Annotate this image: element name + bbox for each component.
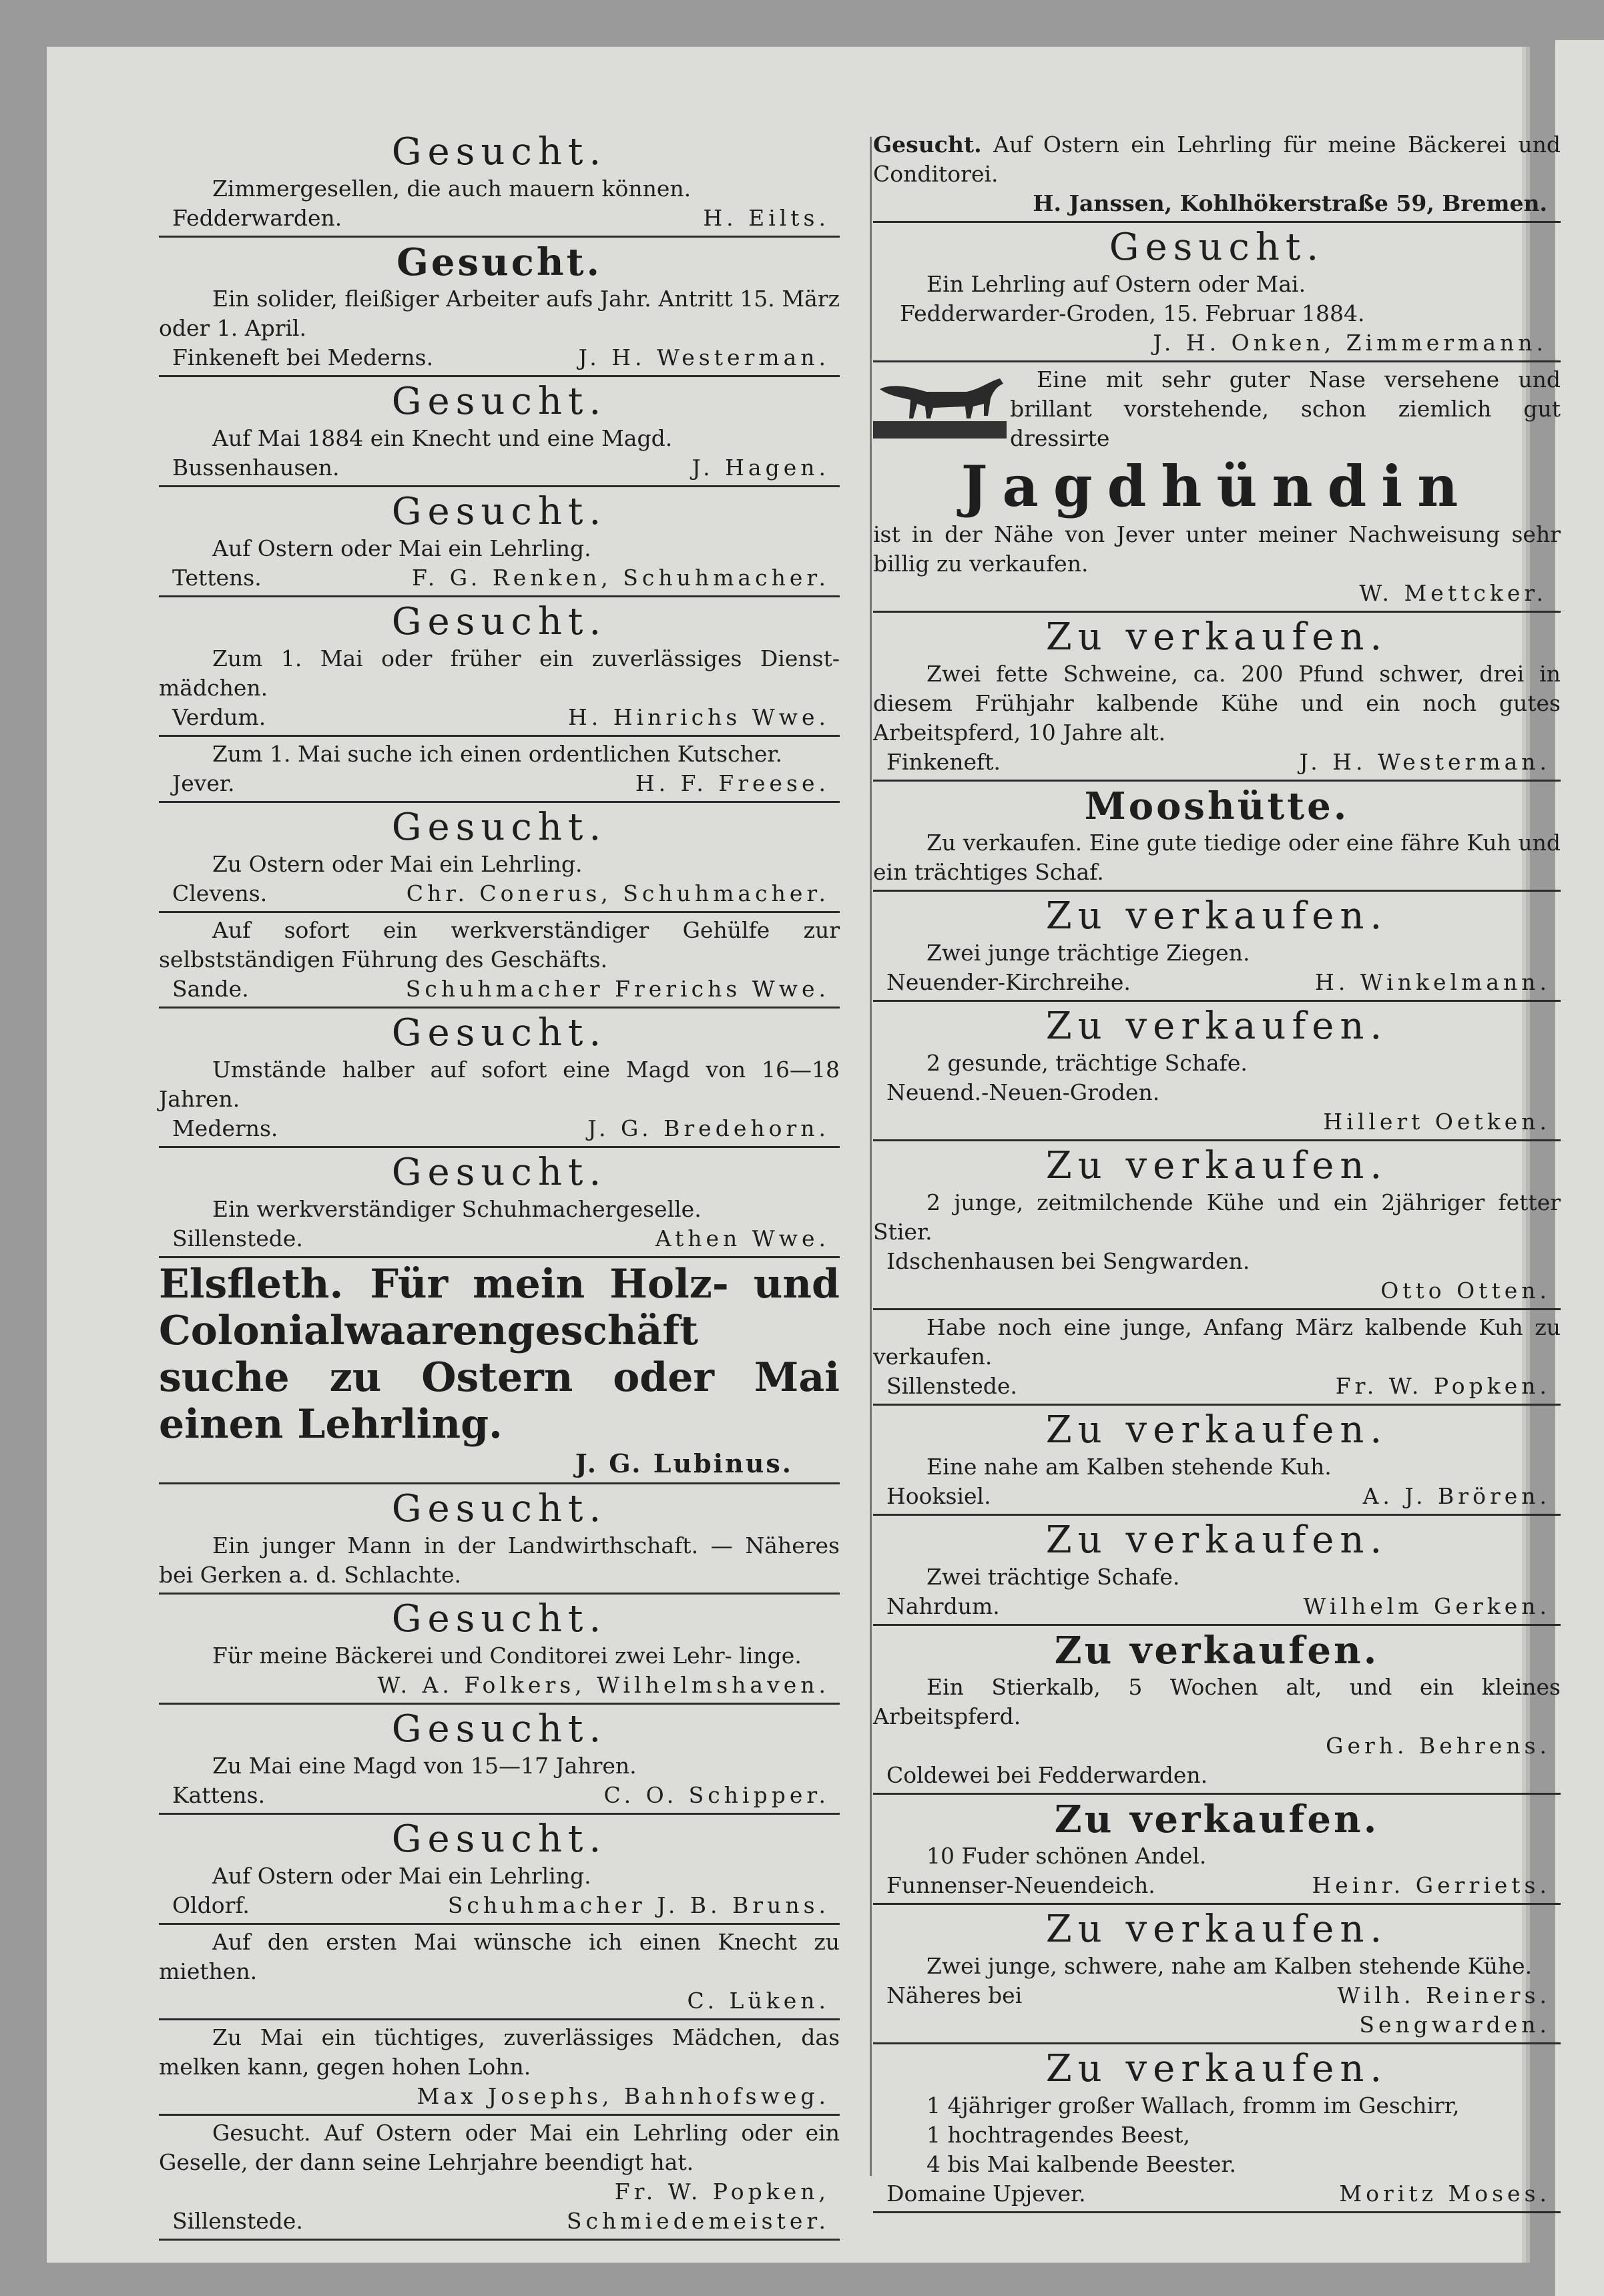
advertisement xyxy=(159,490,840,593)
ad-rule xyxy=(159,801,840,803)
ad-place: Clevens. xyxy=(172,880,268,906)
ad-rule xyxy=(159,1482,840,1484)
ad-rule xyxy=(159,911,840,913)
ad-rule xyxy=(159,1813,840,1815)
ad-body-text: Ein werkverständiger Schuhmachergeselle. xyxy=(212,1196,702,1222)
ad-advertiser: W. Mettcker. xyxy=(1359,580,1547,606)
ad-place: Sande. xyxy=(172,976,249,1002)
ad-body-text: Zwei fette Schweine, ca. 200 Pfund schwer, drei in diesem Frühjahr kalbende Kühe und ein noch gutes Arbeitspferd, 10 Jahre alt. xyxy=(873,661,1561,746)
ad-signature-row xyxy=(159,2207,840,2236)
ad-place: Jever. xyxy=(172,770,235,796)
ad-rule xyxy=(159,2018,840,2020)
ad-rule xyxy=(873,1404,1561,1406)
advertisement xyxy=(873,894,1561,997)
advertisement xyxy=(159,380,840,483)
ad-body-text: Ein Stierkalb, 5 Wochen alt, und ein kleines Arbeitspferd. xyxy=(873,1674,1561,1729)
ad-rule xyxy=(159,375,840,377)
ad-signature-row xyxy=(159,343,840,372)
ad-advertiser: C. Lüken. xyxy=(687,1988,830,2014)
ad-advertiser: H. Janssen, Kohlhökerstraße 59, Bremen. xyxy=(1033,190,1547,216)
ad-place: Fedderwarden. xyxy=(172,205,342,231)
advertisement xyxy=(873,1313,1561,1401)
ad-body-text: Auf Ostern oder Mai ein Lehrling. xyxy=(212,535,591,561)
ad-rule xyxy=(873,1514,1561,1516)
ad-rule xyxy=(873,1903,1561,1905)
ad-advertiser: Athen Wwe. xyxy=(655,1225,830,1251)
advertisement-onken xyxy=(873,226,1561,358)
ad-advertiser: Schmiedemeister. xyxy=(566,2208,830,2234)
ad-heading: Zu verkaufen. xyxy=(1054,1629,1380,1673)
advertisement xyxy=(159,1928,840,2016)
advertisement-janssen xyxy=(873,130,1561,218)
ad-place: Oldorf. xyxy=(172,1892,250,1918)
advertisement xyxy=(159,806,840,908)
ad-heading: Gesucht. xyxy=(396,240,602,284)
ad-advertiser: Wilhelm Gerken. xyxy=(1303,1593,1551,1619)
advertisement xyxy=(159,1817,840,1920)
ad-signature-row xyxy=(159,1114,840,1143)
ad-rule xyxy=(873,1000,1561,1002)
ad-place: Näheres bei xyxy=(886,1982,1023,2008)
ad-place: Sillenstede. xyxy=(886,1373,1017,1399)
ad-body-text: 10 Fuder schönen Andel. xyxy=(926,1843,1207,1869)
ad-place: Tettens. xyxy=(172,565,262,591)
ad-heading: Gesucht. xyxy=(391,380,607,423)
ad-place: Nahrdum. xyxy=(886,1593,1000,1619)
ad-signature-row xyxy=(873,1482,1561,1511)
ad-signature-row xyxy=(873,2010,1561,2040)
ad-place: Neuender-Kirchreihe. xyxy=(886,969,1131,995)
advertisement xyxy=(873,1629,1561,1790)
ad-rule xyxy=(873,1793,1561,1795)
ad-signature-row xyxy=(873,579,1561,608)
ad-rule xyxy=(159,735,840,737)
ad-advertiser: A. J. Brören. xyxy=(1362,1483,1551,1509)
ad-body-text: Auf Mai 1884 ein Knecht und eine Magd. xyxy=(212,425,673,451)
ad-body-text: 1 4jähriger großer Wallach, fromm im Geschirr, xyxy=(926,2092,1460,2118)
ad-signature-row xyxy=(873,968,1561,997)
elsfleth-signature: J. G. Lubinus. xyxy=(575,1448,793,1478)
ad-rule xyxy=(873,611,1561,613)
ad-heading: Zu verkaufen. xyxy=(1054,1797,1380,1841)
ad-heading: Gesucht. xyxy=(391,130,607,174)
ad-signature-row xyxy=(159,1986,840,2016)
advertisement xyxy=(159,1011,840,1143)
ad-heading: Zu verkaufen. xyxy=(1045,1408,1388,1452)
ad-signature-row xyxy=(159,974,840,1004)
advertisement xyxy=(873,1908,1561,2040)
advertisement xyxy=(873,1518,1561,1621)
ad-advertiser: J. H. Westerman. xyxy=(1299,749,1551,775)
ad-heading: Zu verkaufen. xyxy=(1045,1144,1388,1187)
advertisement xyxy=(873,784,1561,887)
advertisement xyxy=(159,740,840,798)
ad-advertiser: C. O. Schipper. xyxy=(603,1782,830,1808)
ad-signature-row xyxy=(873,1731,1561,1761)
ad-signature-row xyxy=(159,1781,840,1810)
ad-place: Mederns. xyxy=(172,1115,278,1141)
hunting-dog-icon xyxy=(873,369,1007,443)
ad-body-text: Zimmergesellen, die auch mauern können. xyxy=(212,176,692,202)
ad-body-text: 2 gesunde, trächtige Schafe. xyxy=(926,1050,1248,1076)
ad-body-text: Zwei trächtige Schafe. xyxy=(926,1564,1180,1590)
ad-heading: Gesucht. xyxy=(391,600,607,643)
ad-advertiser: Schuhmacher Frerichs Wwe. xyxy=(405,976,830,1002)
advertisement xyxy=(159,2118,840,2236)
ad-heading: Zu verkaufen. xyxy=(1045,2047,1388,2090)
page-edge xyxy=(1555,40,1604,2296)
ad-signature-row xyxy=(873,748,1561,777)
elsfleth-text xyxy=(159,1261,840,1448)
ad-heading: Gesucht. xyxy=(391,1817,607,1861)
ad-advertiser: Moritz Moses. xyxy=(1339,2181,1551,2207)
ad-heading: Gesucht. xyxy=(391,1597,607,1641)
ad-signature-row xyxy=(159,453,840,483)
ad-signature-row xyxy=(873,1981,1561,2010)
ad-body-text: Ein Lehrling auf Ostern oder Mai. xyxy=(926,271,1306,297)
ad-place: Funnenser-Neuendeich. xyxy=(886,1872,1155,1898)
advertisement xyxy=(159,1487,840,1590)
ad-body-text: Ein solider, fleißiger Arbeiter aufs Jahr. Antritt 15. März oder 1. April. xyxy=(159,286,840,341)
advertisement xyxy=(873,1797,1561,1900)
ad-signature-row xyxy=(873,328,1561,358)
advertisement xyxy=(873,1144,1561,1306)
ad-signature-row xyxy=(159,2177,840,2207)
ad-rule xyxy=(159,1593,840,1595)
ad-body-text: 1 hochtragendes Beest, xyxy=(926,2122,1191,2148)
ad-advertiser: H. F. Freese. xyxy=(635,770,830,796)
advertisement xyxy=(159,240,840,372)
ad-rule xyxy=(159,2239,840,2241)
ad-advertiser: Hillert Oetken. xyxy=(1323,1109,1551,1135)
ad-rule xyxy=(159,1256,840,1258)
ad-heading-jagdhuendin: Jagdhündin xyxy=(961,453,1473,519)
ad-signature-row xyxy=(159,1891,840,1920)
ad-body-text: Gesucht. Auf Ostern oder Mai ein Lehrling oder ein Geselle, der dann seine Lehrjahre beendigt hat. xyxy=(159,2120,840,2175)
ad-advertiser: Fr. W. Popken. xyxy=(1335,1373,1551,1399)
advertisement xyxy=(873,615,1561,777)
ad-place: Coldewei bei Fedderwarden. xyxy=(886,1762,1208,1788)
ad-body-text: Auf den ersten Mai wünsche ich einen Knecht zu miethen. xyxy=(159,1929,840,1984)
ad-signature-row xyxy=(873,1871,1561,1900)
ad-advertiser: Schuhmacher J. B. Bruns. xyxy=(447,1892,830,1918)
ad-body-text: Eine mit sehr guter Nase versehene und brillant vorstehende, schon ziemlich gut dressirte xyxy=(1010,366,1561,451)
ad-heading: Zu verkaufen. xyxy=(1045,1005,1388,1048)
ad-body-text: Zu verkaufen. Eine gute tiedige oder eine fähre Kuh und ein trächtiges Schaf. xyxy=(873,830,1561,885)
ad-place: Idschenhausen bei Sengwarden. xyxy=(886,1248,1250,1274)
ad-advertiser: Wilh. Reiners. xyxy=(1337,1982,1551,2008)
ad-rule xyxy=(159,1146,840,1148)
ad-advertiser: J. H. Westerman. xyxy=(578,344,830,370)
ad-body-text: Zu Ostern oder Mai ein Lehrling. xyxy=(212,851,583,877)
advertisement xyxy=(159,1597,840,1700)
ad-rule xyxy=(873,1308,1561,1310)
ad-advertiser: Sengwarden. xyxy=(1359,2012,1551,2038)
ad-signature-row xyxy=(873,2179,1561,2209)
ad-place: Domaine Upjever. xyxy=(886,2181,1086,2207)
ad-body-text: ist in der Nähe von Jever unter meiner Nachweisung sehr billig zu verkaufen. xyxy=(873,521,1561,577)
ad-advertiser: Otto Otten. xyxy=(1380,1277,1551,1304)
ad-body-text: Zum 1. Mai oder früher ein zuverlässiges Dienst- mädchen. xyxy=(159,645,840,701)
ad-body-text: Auf Ostern oder Mai ein Lehrling. xyxy=(212,1863,591,1889)
ad-signature-row xyxy=(159,769,840,798)
ad-rule xyxy=(873,360,1561,362)
ad-heading: Gesucht. xyxy=(391,806,607,849)
ad-rule xyxy=(873,2042,1561,2044)
ad-signature-row xyxy=(873,1276,1561,1306)
ad-place: Kattens. xyxy=(172,1782,266,1808)
ad-advertiser: J. H. Onken, Zimmermann. xyxy=(1153,330,1547,356)
ad-place: Bussenhausen. xyxy=(172,455,340,481)
ad-heading: Gesucht. xyxy=(391,1011,607,1055)
ad-signature-row xyxy=(873,1761,1561,1790)
ad-heading: Zu verkaufen. xyxy=(1045,615,1388,659)
ad-rule xyxy=(159,236,840,238)
ad-signature-row xyxy=(873,189,1561,218)
ad-body-text: Auf sofort ein werkverständiger Gehülfe zur selbstständigen Führung des Geschäfts. xyxy=(159,917,840,972)
ad-place: Hooksiel. xyxy=(886,1483,991,1509)
ad-advertiser: Gerh. Behrens. xyxy=(1326,1733,1551,1759)
ad-body-text: Zwei junge trächtige Ziegen. xyxy=(926,940,1250,966)
ad-body-text: Umstände halber auf sofort eine Magd von 16—18 Jahren. xyxy=(159,1057,840,1112)
ad-body-text: Eine nahe am Kalben stehende Kuh. xyxy=(926,1454,1332,1480)
column-divider xyxy=(870,137,872,2176)
ad-place: Sillenstede. xyxy=(172,1225,303,1251)
advertisement xyxy=(159,2023,840,2111)
ad-body-text: Habe noch eine junge, Anfang März kalbende Kuh zu verkaufen. xyxy=(873,1314,1561,1370)
ad-advertiser: H. Eilts. xyxy=(703,205,830,231)
ad-signature-row xyxy=(159,563,840,593)
ad-signature-row xyxy=(873,1372,1561,1401)
advertisement xyxy=(873,1005,1561,1137)
advertisement xyxy=(873,2047,1561,2209)
ad-body-text: Zum 1. Mai suche ich einen ordentlichen Kutscher. xyxy=(212,741,782,767)
ad-body-text: Zu Mai eine Magd von 15—17 Jahren. xyxy=(212,1753,637,1779)
ad-body-text: 2 junge, zeitmilchende Kühe und ein 2jähriger fetter Stier. xyxy=(873,1189,1561,1245)
ad-advertiser: H. Hinrichs Wwe. xyxy=(567,704,830,730)
ad-advertiser: Heinr. Gerriets. xyxy=(1312,1872,1551,1898)
ad-signature-row xyxy=(873,1078,1561,1107)
ad-heading: Mooshütte. xyxy=(1084,784,1350,828)
elsfleth-lead: Elsfleth. xyxy=(159,1261,344,1308)
ad-rule xyxy=(159,595,840,597)
ad-signature-row xyxy=(873,1592,1561,1621)
ad-heading: Zu verkaufen. xyxy=(1045,894,1388,938)
ad-rule xyxy=(159,1703,840,1705)
left-column xyxy=(159,130,840,2243)
ad-body-text: Zwei junge, schwere, nahe am Kalben stehende Kühe. xyxy=(926,1953,1533,1979)
ad-heading: Gesucht. xyxy=(391,1151,607,1194)
ad-heading: Gesucht. xyxy=(391,1487,607,1530)
ad-rule xyxy=(159,2114,840,2116)
advertisement xyxy=(159,1151,840,1253)
ad-rule xyxy=(159,1007,840,1009)
ad-heading: Gesucht. xyxy=(391,490,607,533)
ad-rule xyxy=(873,1139,1561,1141)
ad-body: Auf Ostern ein Lehrling für meine Bäckerei und Conditorei. xyxy=(873,131,1561,187)
ad-place: Verdum. xyxy=(172,704,266,730)
ad-rule xyxy=(159,485,840,487)
ad-heading: Zu verkaufen. xyxy=(1045,1518,1388,1562)
ad-advertiser: F. G. Renken, Schuhmacher. xyxy=(411,565,830,591)
ad-rule xyxy=(873,1624,1561,1626)
ad-heading: Gesucht. xyxy=(391,1707,607,1751)
ad-body-text: Ein junger Mann in der Landwirthschaft. — Näheres bei Gerken a. d. Schlachte. xyxy=(159,1532,840,1588)
right-column xyxy=(873,130,1561,2216)
ad-body-text: Zu Mai ein tüchtiges, zuverlässiges Mädchen, das melken kann, gegen hohen Lohn. xyxy=(159,2024,840,2080)
ad-body-text: Für meine Bäckerei und Conditorei zwei Lehr- linge. xyxy=(212,1643,802,1669)
ad-signature-row xyxy=(873,1247,1561,1276)
ad-signature-row xyxy=(159,1671,840,1700)
ad-advertiser: W. A. Folkers, Wilhelmshaven. xyxy=(377,1672,830,1698)
advertisement-jagdhuendin xyxy=(873,365,1561,608)
ad-rule xyxy=(873,890,1561,892)
ad-signature-row xyxy=(159,703,840,732)
ad-place: Finkeneft bei Mederns. xyxy=(172,344,434,370)
ad-lead: Gesucht. xyxy=(873,131,982,158)
ad-place: Sillenstede. xyxy=(172,2208,303,2234)
ad-advertiser: H. Winkelmann. xyxy=(1315,969,1551,995)
ad-advertiser: Chr. Conerus, Schuhmacher. xyxy=(406,880,830,906)
ad-advertiser: J. G. Bredehorn. xyxy=(587,1115,830,1141)
ad-advertiser: Max Josephs, Bahnhofsweg. xyxy=(417,2083,830,2109)
elsfleth-body: Für mein Holz- und Colonialwaarengeschäft suche zu Ostern oder Mai einen Lehrling. xyxy=(159,1261,840,1448)
ad-signature-row xyxy=(159,879,840,908)
ad-heading: Zu verkaufen. xyxy=(1045,1908,1388,1951)
advertisement-elsfleth xyxy=(159,1261,840,1480)
ad-body-text: Fedderwarder-Groden, 15. Februar 1884. xyxy=(900,300,1365,326)
ad-body-text xyxy=(873,130,1561,189)
ad-rule xyxy=(873,221,1561,223)
advertisement xyxy=(159,1707,840,1810)
ad-signature-row xyxy=(873,1107,1561,1137)
ad-rule xyxy=(873,780,1561,782)
ad-place: Finkeneft. xyxy=(886,749,1001,775)
ad-rule xyxy=(873,2211,1561,2213)
ad-rule xyxy=(159,1923,840,1925)
advertisement xyxy=(159,916,840,1004)
ad-advertiser: J. Hagen. xyxy=(692,455,830,481)
ad-signature-row xyxy=(159,204,840,233)
advertisement xyxy=(873,1408,1561,1511)
ad-place: Neuend.-Neuen-Groden. xyxy=(886,1079,1160,1105)
ad-advertiser: Fr. W. Popken, xyxy=(614,2179,830,2205)
ad-signature-row xyxy=(159,1224,840,1253)
advertisement xyxy=(159,600,840,732)
advertisement xyxy=(159,130,840,233)
ad-signature-row xyxy=(159,2082,840,2111)
ad-heading: Gesucht. xyxy=(1109,226,1325,269)
ad-body-text: 4 bis Mai kalbende Beester. xyxy=(926,2151,1237,2177)
